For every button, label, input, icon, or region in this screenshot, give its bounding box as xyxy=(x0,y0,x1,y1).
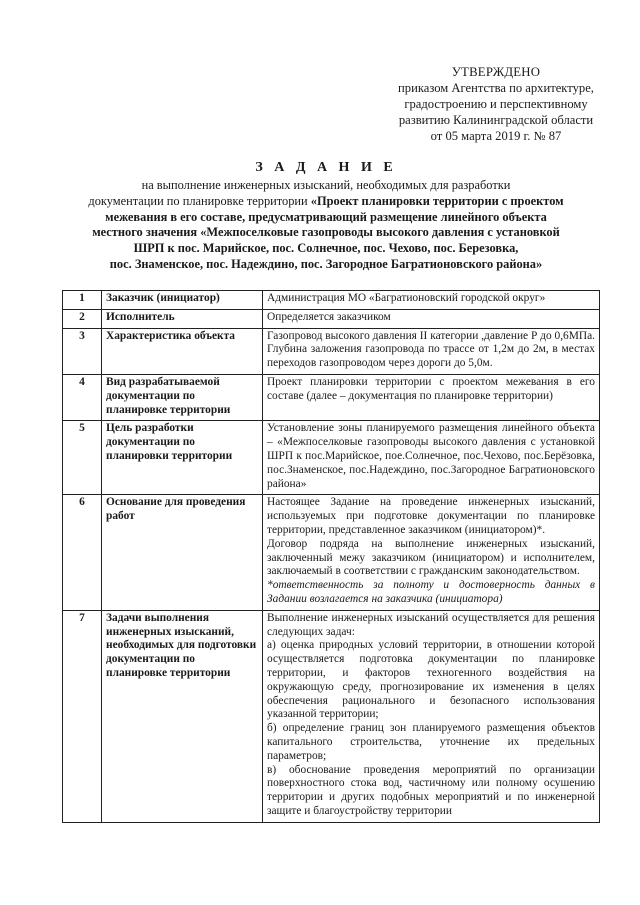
table-row xyxy=(63,421,600,495)
responsibility-note: *ответственность за полноту и достоверность данных в Задании возлагается на заказчика (инициатора) xyxy=(267,579,595,605)
row-value xyxy=(263,421,600,495)
table-row xyxy=(63,374,600,420)
heading-bold-line: межевания в его составе, предусматривающий размещение линейного объекта xyxy=(105,209,547,224)
approval-line: развитию Калининградской области xyxy=(398,113,594,127)
value-paragraph: б) определение границ зон планируемого размещения объектов капитального строительства, уточнение их предельных параметров; xyxy=(267,722,595,762)
value-paragraph: Газопровод высокого давления II категории ,давление Р до 0,6МПа. Глубина заложения газопровода по трассе от 1,2м до 2м, в местах переходов газопроводом через дороги до 5,0м. xyxy=(267,329,595,370)
heading-bold-line: пос. Знаменское, пос. Надеждино, пос. Загородное Багратионовского района» xyxy=(109,256,543,271)
row-label: Исполнитель xyxy=(102,309,263,328)
table-row xyxy=(63,610,600,822)
table-row xyxy=(63,328,600,374)
row-label: Цель разработки документации по планировки территории xyxy=(102,421,263,495)
row-label: Характеристика объекта xyxy=(102,328,263,374)
row-label: Основание для проведения работ xyxy=(102,495,263,610)
row-number: 4 xyxy=(63,374,102,420)
heading-line-bold: «Проект планировки территории с проектом xyxy=(310,193,564,208)
row-number: 5 xyxy=(63,421,102,495)
value-paragraph: Договор подряда на выполнение инженерных изысканий, заключенный межу заказчиком (инициатором) и исполнителем, заключаемый в соответствии с гражданским законодательством. xyxy=(267,537,595,578)
value-paragraph: Проект планировки территории с проектом межевания в его составе (далее – документация по планировке территории) xyxy=(267,375,595,402)
table-row xyxy=(63,309,600,328)
approval-line: градостроению и перспективному xyxy=(404,97,588,111)
row-number: 6 xyxy=(63,495,102,610)
value-paragraph: Определяется заказчиком xyxy=(267,310,391,323)
row-number: 1 xyxy=(63,291,102,310)
row-value xyxy=(263,610,600,822)
approval-stamp xyxy=(378,64,614,144)
value-paragraph: Выполнение инженерных изысканий осуществляется для решения следующих задач: xyxy=(267,611,595,638)
approval-date: от 05 марта 2019 г. № 87 xyxy=(430,129,562,143)
heading-line: на выполнение инженерных изысканий, необходимых для разработки xyxy=(141,178,511,192)
value-paragraph: Установление зоны планируемого размещения линейного объекта – «Межпоселковые газопроводы высокого давления с установкой ШРП к пос.Марийское, пое.Солнечное, пос.Чехово, пос.Берёзовка, пос.Знаменское, пос.Надеждино, пос.Загородное Багратионовского района» xyxy=(267,422,595,490)
value-paragraph: Настоящее Задание на проведение инженерных изысканий, используемых при подготовке документации по планировке территории, представленное заказчиком (инициатором)*. xyxy=(267,496,595,536)
document-heading xyxy=(58,158,594,273)
approval-line: приказом Агентства по архитектуре, xyxy=(398,81,594,95)
value-paragraph: Администрация МО «Багратионовский городской округ» xyxy=(267,292,546,304)
table-row xyxy=(63,291,600,310)
row-value xyxy=(263,374,600,420)
heading-line-plain: документации по планировке территории xyxy=(88,193,311,208)
document-title: З А Д А Н И Е xyxy=(255,160,397,175)
task-table xyxy=(62,290,600,823)
row-value xyxy=(263,328,600,374)
value-paragraph: а) оценка природных условий территории, в отношении которой осуществляется подготовка документации по планировке территории, и факторов техногенного воздействия на окружающую среду, прогнозирование их изменения в целях обеспечения рационального и безопасного использования указанной территории; xyxy=(267,639,595,721)
approval-title: УТВЕРЖДЕНО xyxy=(451,65,541,79)
row-label: Вид разрабатываемой документации по планировке территории xyxy=(102,374,263,420)
heading-line xyxy=(58,194,594,210)
value-paragraph: в) обоснование проведения мероприятий по организации поверхностного стока вод, частичному или полному осушению территории и других подобных мероприятий и по инженерной защите и благоустройству территории xyxy=(267,763,595,817)
row-number: 7 xyxy=(63,610,102,822)
heading-bold-line: ШРП к пос. Марийское, пос. Солнечное, пос. Чехово, пос. Березовка, xyxy=(133,241,519,256)
table-row xyxy=(63,495,600,610)
row-number: 3 xyxy=(63,328,102,374)
row-value xyxy=(263,495,600,610)
row-label: Заказчик (инициатор) xyxy=(102,291,263,310)
row-number: 2 xyxy=(63,309,102,328)
heading-bold-line: местного значения «Межпоселковые газопроводы высокого давления с установкой xyxy=(92,225,560,240)
row-value xyxy=(263,291,600,310)
row-value xyxy=(263,309,600,328)
row-label: Задачи выполнения инженерных изысканий, необходимых для подготовки документации по планировке территории xyxy=(102,610,263,822)
